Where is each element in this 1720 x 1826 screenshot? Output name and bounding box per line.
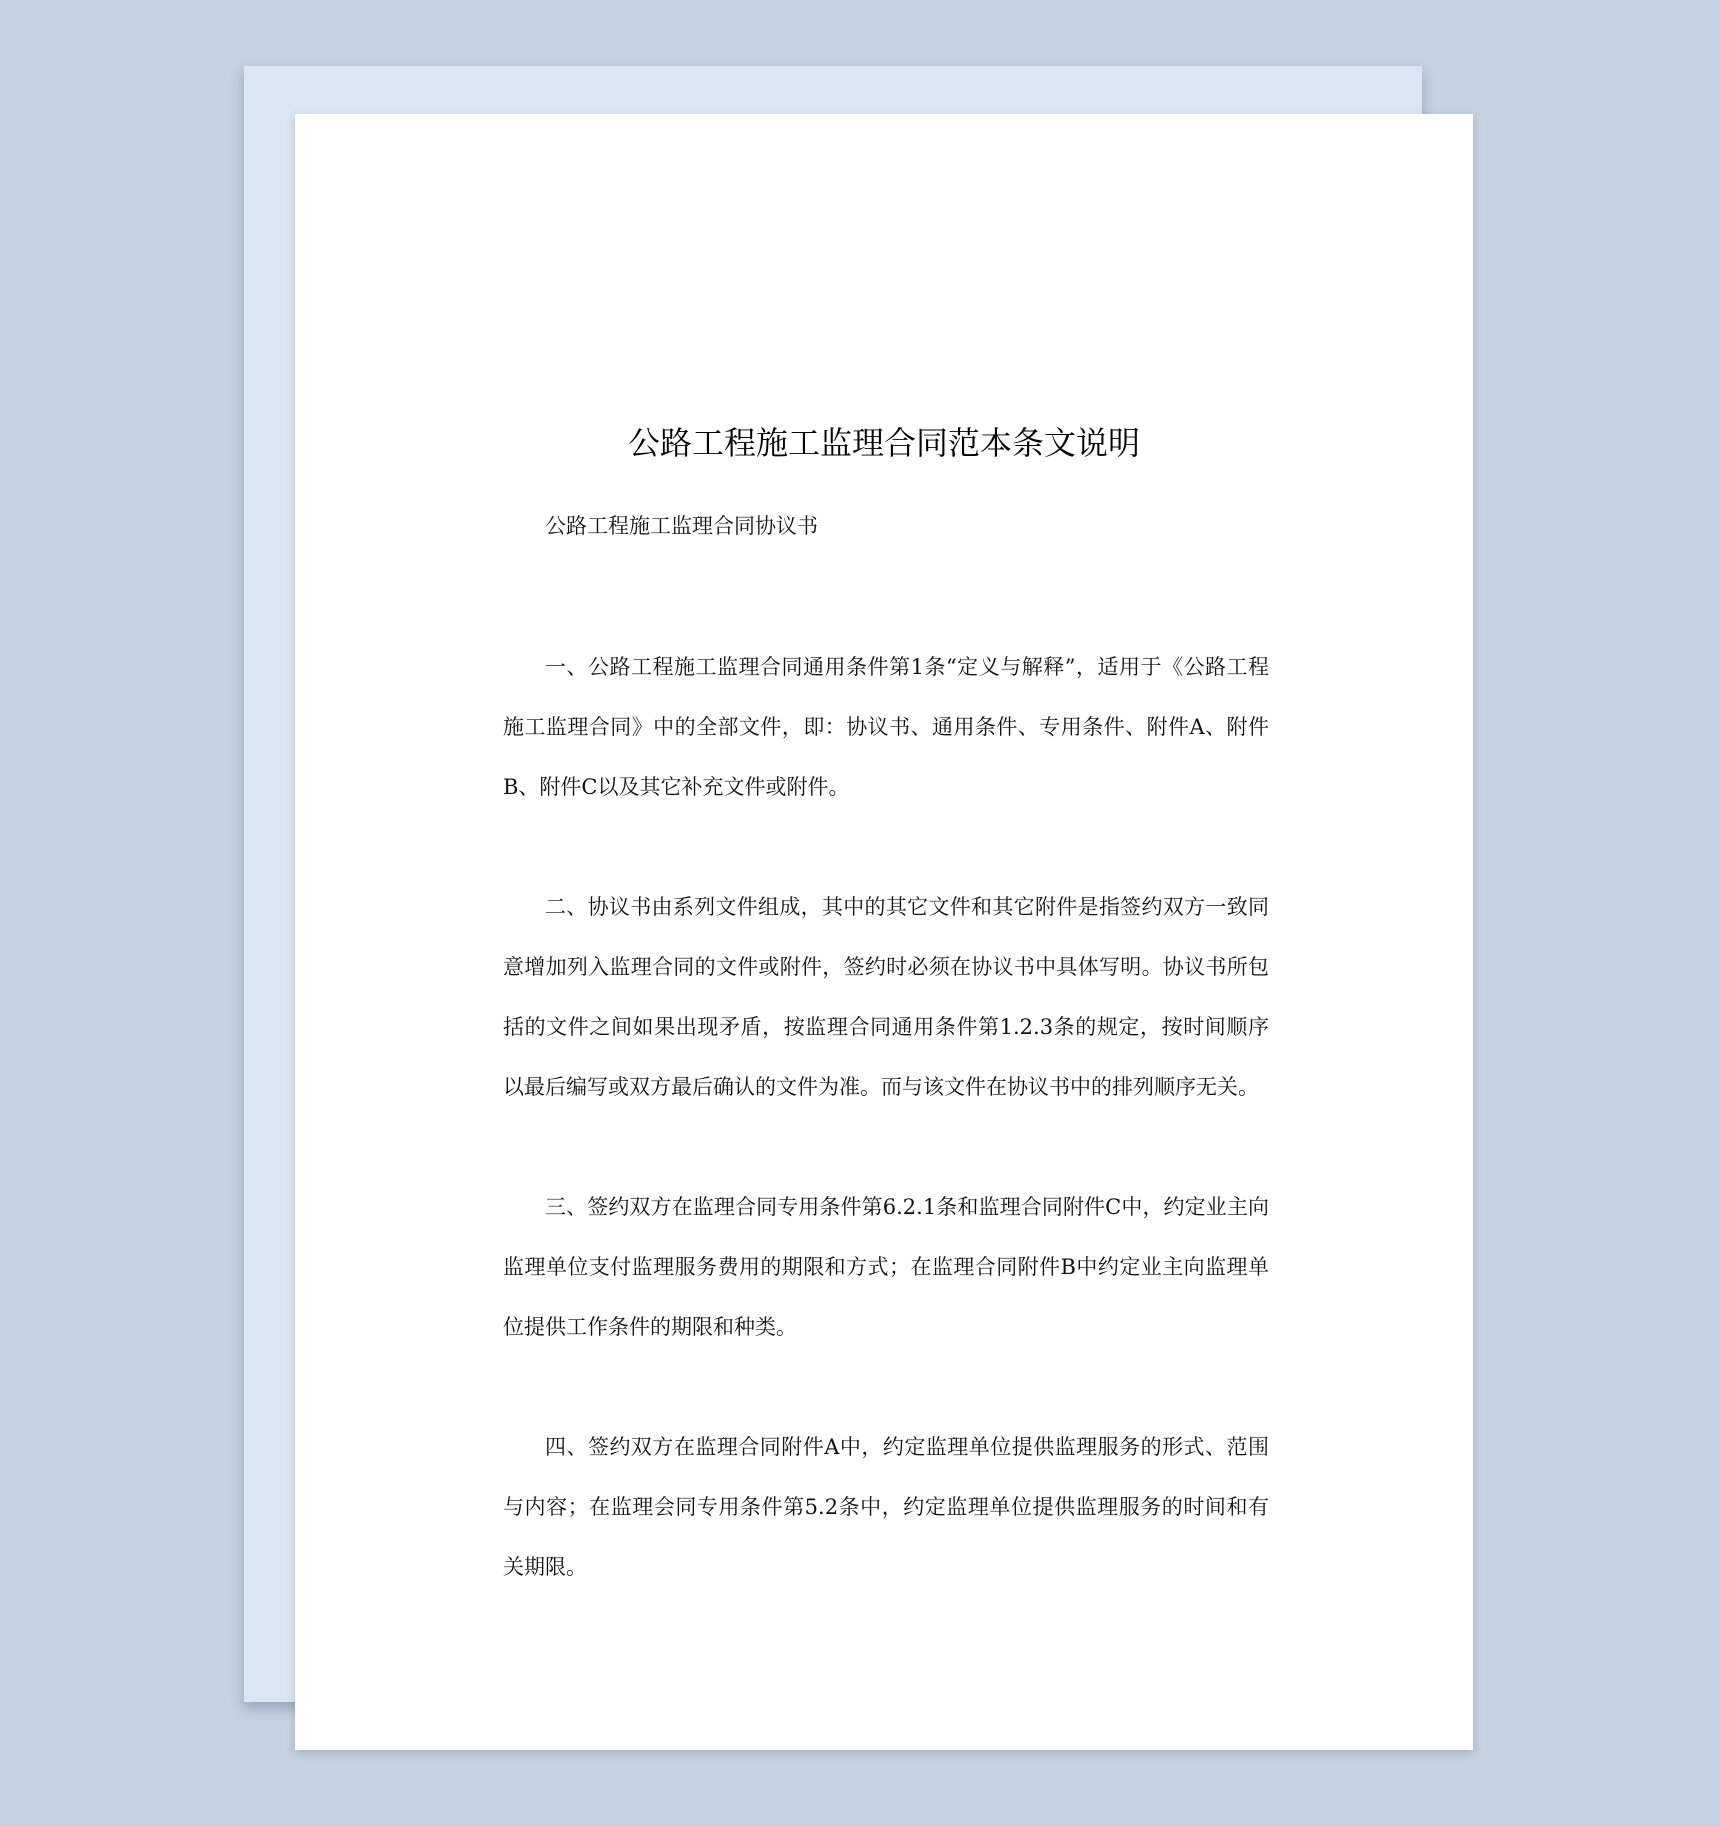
- paragraph-1: 一、公路工程施工监理合同通用条件第1条“定义与解释”，适用于《公路工程施工监理合同》中的全部文件，即：协议书、通用条件、专用条件、附件A、附件B、附件C以及其它补充文件或附件。: [503, 655, 1269, 799]
- paragraph-3: 三、签约双方在监理合同专用条件第6.2.1条和监理合同附件C中，约定业主向监理单位支付监理服务费用的期限和方式；在监理合同附件B中约定业主向监理单位提供工作条件的期限和种类。: [503, 1195, 1269, 1339]
- paragraph-2: 二、协议书由系列文件组成，其中的其它文件和其它附件是指签约双方一致同意增加列入监理合同的文件或附件，签约时必须在协议书中具体写明。协议书所包括的文件之间如果出现矛盾，按监理合同通用条件第1.2.3条的规定，按时间顺序以最后编写或双方最后确认的文件为准。而与该文件在协议书中的排列顺序无关。: [503, 895, 1269, 1099]
- document-page: [295, 114, 1473, 1750]
- document-title: 公路工程施工监理合同范本条文说明: [627, 424, 1140, 462]
- document-body: [503, 506, 1269, 1597]
- paragraph-4: 四、签约双方在监理合同附件A中，约定监理单位提供监理服务的形式、范围与内容；在监理会同专用条件第5.2条中，约定监理单位提供监理服务的时间和有关期限。: [503, 1435, 1269, 1579]
- document-subtitle: 公路工程施工监理合同协议书: [545, 514, 818, 538]
